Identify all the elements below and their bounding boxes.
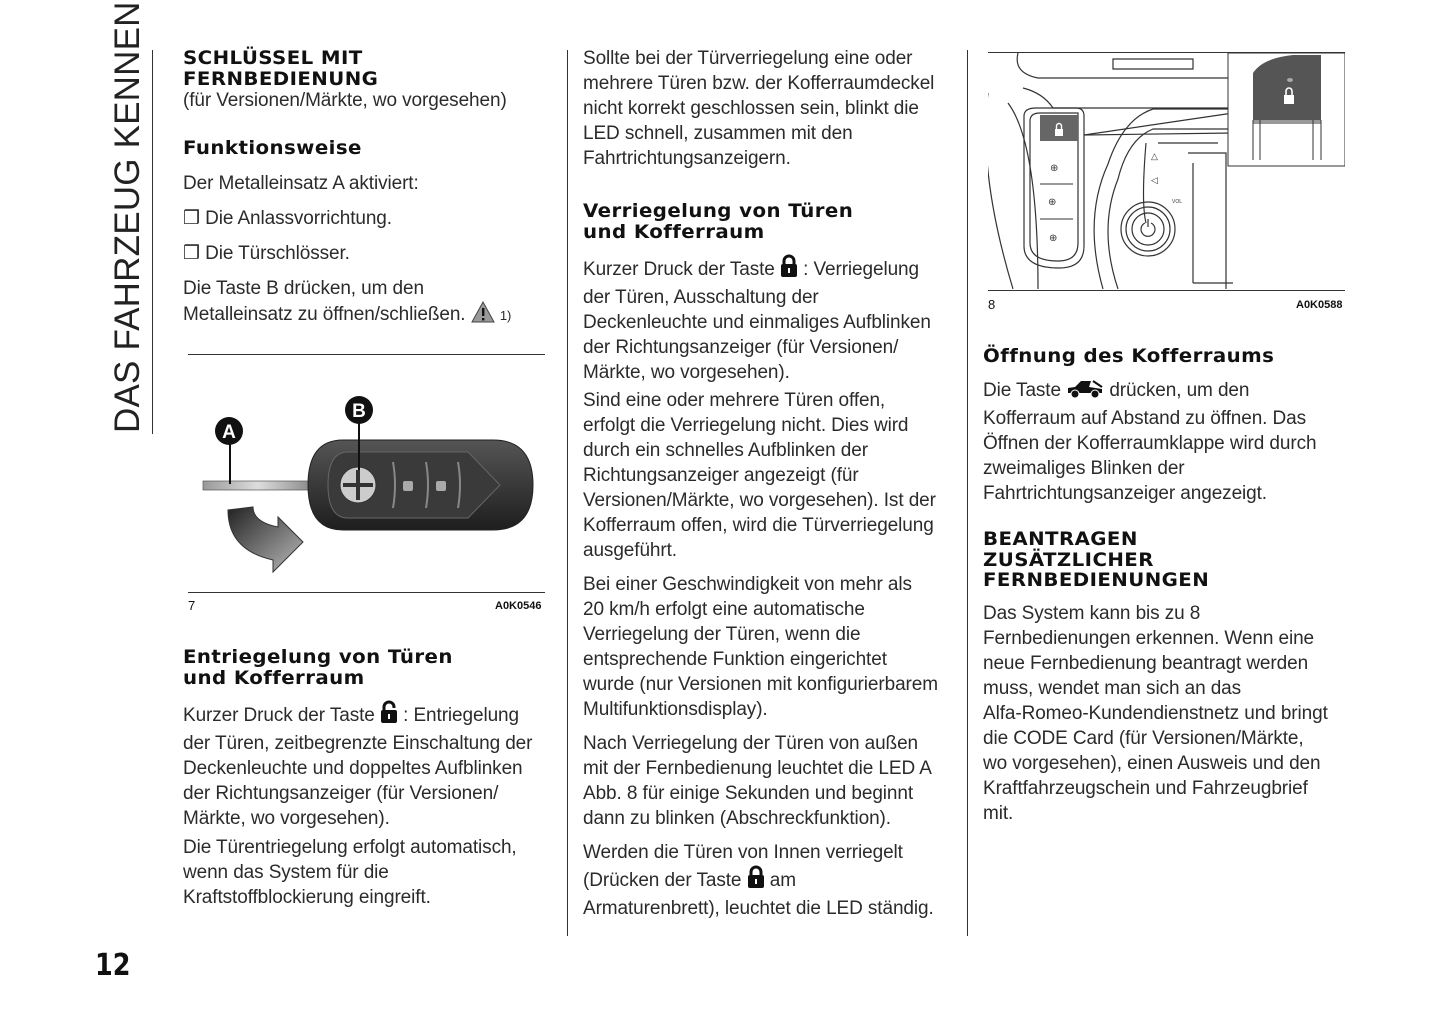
bullet-item <box>183 206 392 231</box>
paragraph <box>583 731 932 831</box>
paragraph <box>183 171 419 196</box>
text-line <box>583 254 931 285</box>
text-line: Märkte, wo vorgesehen). <box>183 808 390 829</box>
text-line: Der Metalleinsatz A aktiviert: <box>183 173 419 194</box>
text-line: wenn das System für die <box>183 862 389 883</box>
paragraph <box>183 835 517 910</box>
text-line: wo vorgesehen), einen Ausweis und den <box>983 753 1321 774</box>
text-line <box>583 865 934 896</box>
text-line: LED schnell, zusammen mit den <box>583 123 853 144</box>
text-line: Nach Verriegelung der Türen von außen <box>583 733 918 754</box>
section-subtitle <box>183 88 507 113</box>
text-line: mehrere Türen bzw. der Kofferraumdeckel <box>583 73 935 94</box>
text-line: Fernbedienungen erkennen. Wenn eine <box>983 628 1315 649</box>
paragraph <box>183 276 511 330</box>
section-heading <box>583 201 853 242</box>
text-line: Versionen/Märkte, wo vorgesehen). Ist der <box>583 490 936 511</box>
paragraph <box>583 388 936 563</box>
text-line: dann zu blinken (Abschreckfunktion). <box>583 808 891 829</box>
text-segment: drücken, um den <box>1104 380 1250 401</box>
text-line: Multifunktionsdisplay). <box>583 699 768 720</box>
text-line: ausgeführt. <box>583 540 677 561</box>
text-line: Kofferraum offen, wird die Türverriegelung <box>583 515 934 536</box>
text-line: Öffnen der Kofferraumklappe wird durch <box>983 433 1317 454</box>
text-line: Werden die Türen von Innen verriegelt <box>583 842 903 863</box>
figure-number: 7 <box>188 598 196 613</box>
lock-icon <box>780 254 798 285</box>
text-segment: (Drücken der Taste <box>583 870 747 891</box>
section-heading <box>183 647 453 688</box>
text-line: und Kofferraum <box>583 220 765 243</box>
text-line: ❒ Die Türschlösser. <box>183 243 350 264</box>
lock-button <box>1040 115 1078 141</box>
text-line: Fahrtrichtungsanzeiger angezeigt. <box>983 483 1267 504</box>
text-line: Kraftstoffblockierung eingreift. <box>183 887 431 908</box>
text-line: und Kofferraum <box>183 666 365 689</box>
text-line: zweimaliges Blinken der <box>983 458 1185 479</box>
text-line: Sollte bei der Türverriegelung eine oder <box>583 48 913 69</box>
text-line: der Türen, Ausschaltung der <box>583 287 819 308</box>
svg-text:⊕: ⊕ <box>1050 163 1059 174</box>
label-a: A <box>222 422 236 443</box>
text-line: der Richtungsanzeiger (für Versionen/ <box>583 337 899 358</box>
paragraph <box>583 572 938 722</box>
text-line: Armaturenbrett), leuchtet die LED ständig. <box>583 898 934 919</box>
text-line <box>983 378 1316 406</box>
text-line: wurde (nur Versionen mit konfigurierbarem <box>583 674 938 695</box>
text-line: Alfa-Romeo-Kundendienstnetz und bringt <box>983 703 1328 724</box>
text-line: der Richtungsanzeiger (für Versionen/ <box>183 783 499 804</box>
figure-rule <box>988 290 1345 291</box>
text-line: Kraftfahrzeugschein und Fahrzeugbrief <box>983 778 1308 799</box>
text-line: BEANTRAGEN <box>983 528 1138 550</box>
rotation-arrow-icon <box>228 507 303 572</box>
column-divider <box>967 50 968 936</box>
text-line: Deckenleuchte und einmaliges Aufblinken <box>583 312 931 333</box>
key-fob-figure <box>188 380 545 590</box>
text-line: SCHLÜSSEL MIT <box>183 47 363 69</box>
text-line <box>183 700 532 731</box>
svg-text:⊕: ⊕ <box>1049 233 1058 244</box>
figure-rule <box>188 354 545 355</box>
paragraph <box>983 601 1328 826</box>
text-line: Entriegelung von Türen <box>183 646 453 668</box>
section-heading <box>183 48 378 89</box>
text-line: 20 km/h erfolgt eine automatische <box>583 599 865 620</box>
text-line: Richtungsanzeiger angezeigt (für <box>583 465 859 486</box>
section-heading <box>983 529 1209 591</box>
text-line: Sind eine oder mehrere Türen offen, <box>583 390 886 411</box>
paragraph <box>983 378 1316 506</box>
column-divider <box>567 50 568 936</box>
footnote-ref[interactable]: 1) <box>499 308 512 323</box>
lock-icon <box>747 865 765 896</box>
text-line: Bei einer Geschwindigkeit von mehr als <box>583 574 912 595</box>
text-line: Märkte, wo vorgesehen). <box>583 362 790 383</box>
text-segment: am <box>764 870 796 891</box>
text-line: Die Türentriegelung erfolgt automatisch, <box>183 837 517 858</box>
text-segment: Die Taste <box>983 380 1067 401</box>
paragraph <box>583 840 934 921</box>
text-line: Kofferraum auf Abstand zu öffnen. Das <box>983 408 1307 429</box>
text-line: FERNBEDIENUNGEN <box>983 569 1210 591</box>
figure-rule <box>188 592 545 593</box>
unlock-icon <box>380 700 398 731</box>
text-line: entsprechende Funktion eingerichtet <box>583 649 887 670</box>
text-line: ZUSÄTZLICHER <box>983 548 1154 571</box>
sidebar-divider <box>152 50 153 434</box>
text-segment: : Verriegelung <box>797 259 919 280</box>
dashboard-figure <box>988 53 1345 289</box>
warning-icon <box>471 301 495 330</box>
text-segment: Metalleinsatz zu öffnen/schließen. <box>183 304 471 325</box>
text-line: die CODE Card (für Versionen/Märkte, <box>983 728 1304 749</box>
paragraph <box>583 46 934 171</box>
text-line: Deckenleuchte und doppeltes Aufblinken <box>183 758 523 779</box>
text-segment: Kurzer Druck der Taste <box>183 705 380 726</box>
text-line: Die Taste B drücken, um den <box>183 278 424 299</box>
section-title: DAS FAHRZEUG KENNEN <box>108 1 147 433</box>
text-line: Verriegelung von Türen <box>583 200 854 222</box>
text-line: Das System kann bis zu 8 <box>983 603 1201 624</box>
bullet-item <box>183 241 350 266</box>
text-line: neue Fernbedienung beantragt werden <box>983 653 1309 674</box>
page-number: 12 <box>95 948 131 983</box>
text-line: der Türen, zeitbegrenzte Einschaltung der <box>183 733 533 754</box>
text-line: Funktionsweise <box>183 137 362 159</box>
paragraph <box>183 700 532 831</box>
text-line <box>183 301 511 330</box>
text-line: Verriegelung der Türen, wenn die <box>583 624 861 645</box>
svg-text:VOL: VOL <box>1172 199 1183 205</box>
subheading <box>183 138 362 159</box>
paragraph <box>583 254 931 385</box>
text-line: Öffnung des Kofferraums <box>983 345 1275 367</box>
car-trunk-icon <box>1066 379 1104 406</box>
figure-number: 8 <box>988 297 996 312</box>
text-line: mit. <box>983 803 1014 824</box>
svg-text:◁: ◁ <box>1151 175 1158 185</box>
text-segment: Kurzer Druck der Taste <box>583 259 780 280</box>
label-b: B <box>352 401 366 422</box>
figure-code: A0K0588 <box>1296 299 1343 311</box>
section-heading <box>983 346 1274 367</box>
text-line: FERNBEDIENUNG <box>183 67 379 90</box>
figure-code: A0K0546 <box>495 600 542 612</box>
text-line: (für Versionen/Märkte, wo vorgesehen) <box>183 90 507 111</box>
text-line: nicht korrekt geschlossen sein, blinkt die <box>583 98 919 119</box>
text-line: erfolgt die Verriegelung nicht. Dies wird <box>583 415 909 436</box>
svg-text:△: △ <box>1151 151 1158 161</box>
text-segment: : Entriegelung <box>397 705 519 726</box>
metal-blade <box>203 481 313 490</box>
text-line: durch ein schnelles Aufblinken der <box>583 440 868 461</box>
text-line: Abb. 8 für einige Sekunden und beginnt <box>583 783 914 804</box>
text-line: Fahrtrichtungsanzeigern. <box>583 148 791 169</box>
text-line: muss, wendet man sich an das <box>983 678 1242 699</box>
svg-text:⊕: ⊕ <box>1048 197 1057 208</box>
text-line: mit der Fernbedienung leuchtet die LED A <box>583 758 932 779</box>
text-line: ❒ Die Anlassvorrichtung. <box>183 208 392 229</box>
